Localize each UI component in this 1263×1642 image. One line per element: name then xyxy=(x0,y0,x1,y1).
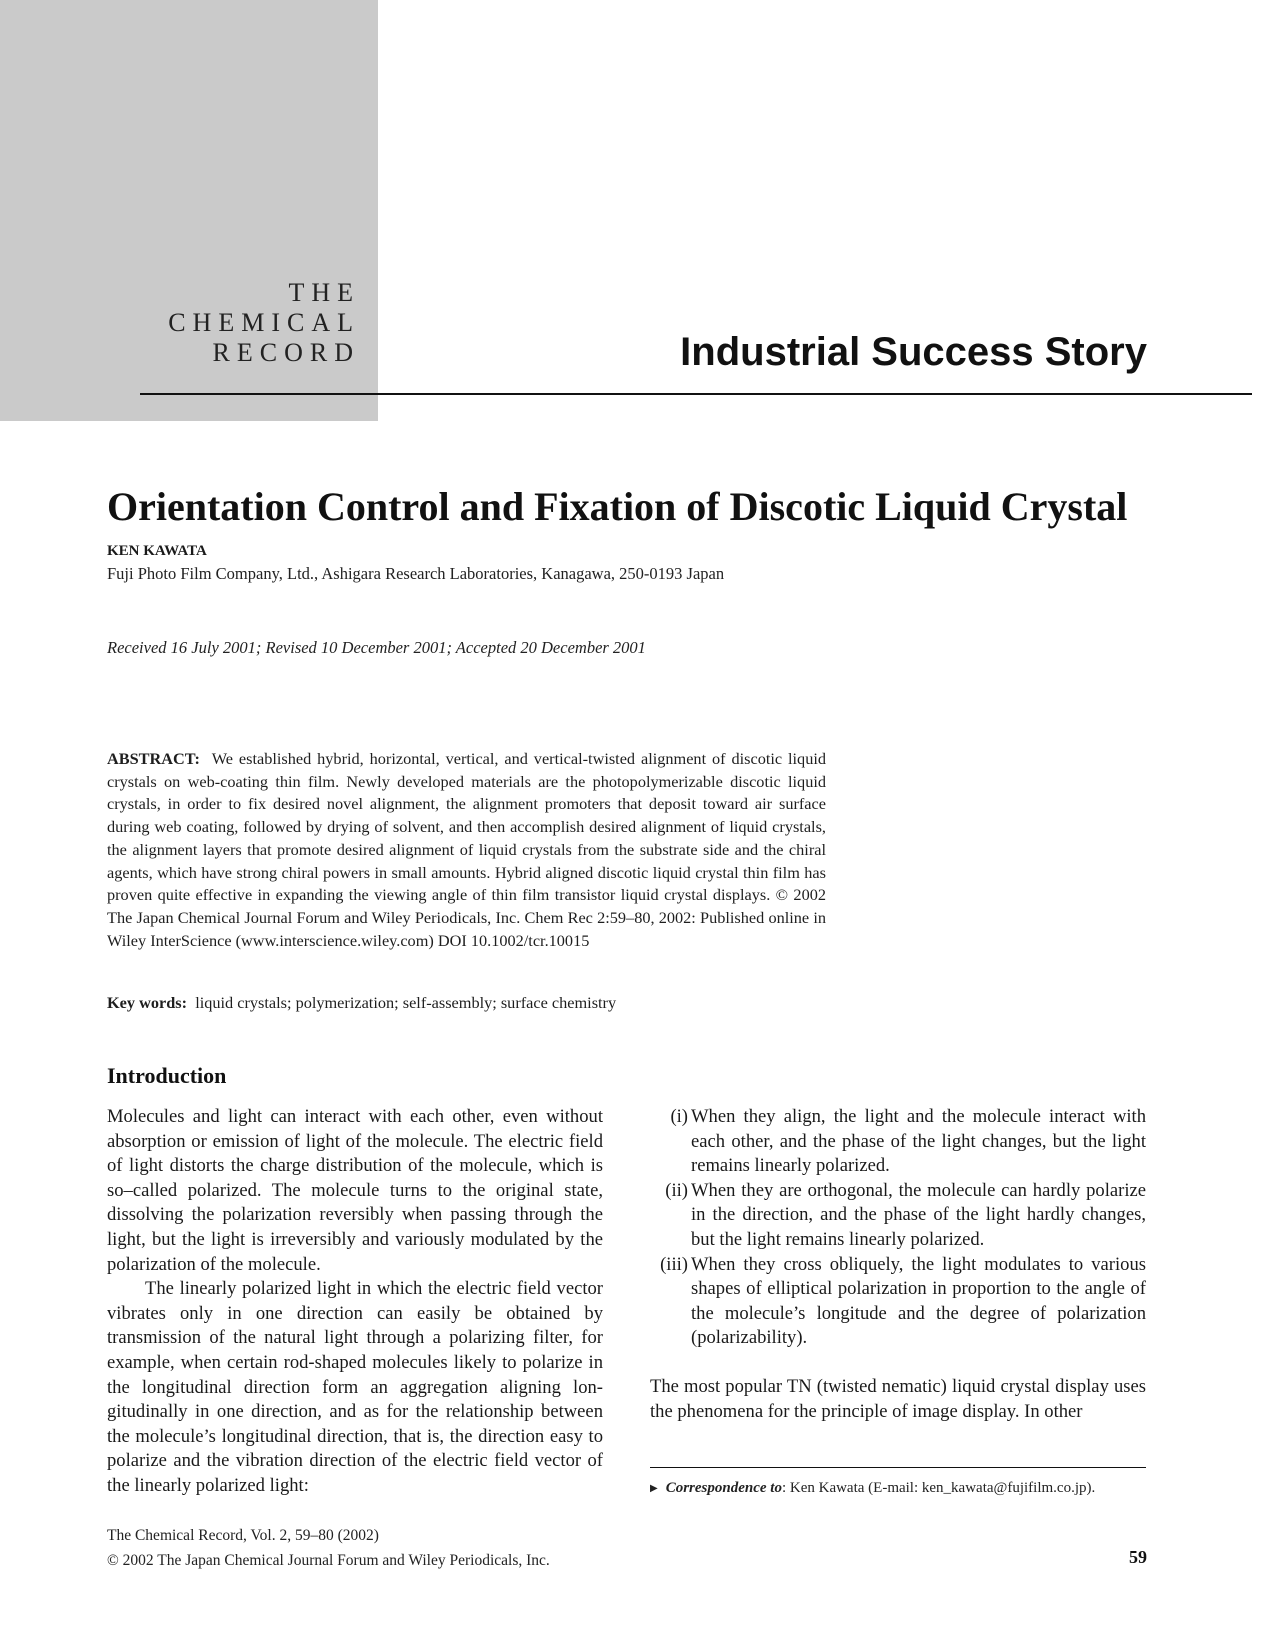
journal-name-line: CHEMICAL xyxy=(168,308,360,337)
keywords xyxy=(107,993,616,1013)
list-item-number: (i) xyxy=(670,1106,688,1127)
keywords-label: Key words: xyxy=(107,993,188,1012)
list-item xyxy=(650,1253,1146,1351)
footer-citation: The Chemical Record, Vol. 2, 59–80 (2002) xyxy=(107,1527,379,1544)
list-item-text: When they cross obliquely, the light modulates to various shapes of elliptical polarization in proportion to the angle of the molecule’s longitude and the degree of polarization (polarizability). xyxy=(691,1253,1146,1349)
list-item-number: (iii) xyxy=(660,1253,688,1275)
list-item-text: When they align, the light and the molecule interact with each other, and the phase of the light changes, but the light remains linearly polarized. xyxy=(691,1106,1146,1177)
header-divider xyxy=(140,393,1252,395)
correspondence-label: Correspondence to xyxy=(665,1480,782,1496)
journal-name-line: THE xyxy=(288,278,360,307)
section-label: Industrial Success Story xyxy=(680,330,1147,374)
left-column xyxy=(107,1105,603,1499)
abstract-text: We established hybrid, horizontal, vertical, and vertical-twisted alignment of discotic liquid crystals on web-coating thin film. Newly developed materials are the photopolymerizable discotic liquid crystals, in order to fix desired novel alignment, the alignment promoters that deposit toward air surface during web coating, followed by drying of solvent, and then accomplish desired alignment of liquid crystals, the alignment layers that promote desired alignment of liquid crystals from the substrate side and the chiral agents, which have strong chiral powers in small amounts. Hybrid aligned discotic liquid crystal thin film has proven quite effective in expanding the viewing angle of thin film transistor liquid crystal displays. © 2002 The Japan Chemical Journal Forum and Wiley Periodicals, Inc. Chem Rec 2:59–80, 2002: Published online in Wiley InterScience (www.interscience.wiley.com) DOI 10.1002/tcr.10015 xyxy=(107,749,826,950)
author-affiliation: Fuji Photo Film Company, Ltd., Ashigara Research Laboratories, Kanagawa, 250-0193 Japan xyxy=(107,564,725,583)
triangle-bullet-icon: ▶ xyxy=(650,1483,658,1494)
body-paragraph: The most popular TN (twisted nematic) liquid crystal display uses the phenomena for the principle of image display. In other xyxy=(650,1375,1146,1422)
keywords-text: liquid crystals; polymerization; self-assembly; surface chemistry xyxy=(195,993,617,1012)
page-number: 59 xyxy=(1129,1547,1147,1567)
correspondence-note xyxy=(650,1480,1095,1497)
abstract-label: ABSTRACT: xyxy=(107,749,200,768)
list-item xyxy=(650,1179,1146,1253)
correspondence-text: : Ken Kawata (E-mail: ken_kawata@fujifilm.co.jp). xyxy=(781,1480,1096,1496)
body-paragraph: The linearly polarized light in which the electric field vector vibrates only in one direction can easily be obtained by transmission of the natural light through a polarizing filter, for example, when certain rod-shaped molecules likely to polarize in the longitudinal direction form an aggregation aligning longitudinally in one direction, and as for the relationship between the molecule’s longitudinal direction, that is, the direction easy to polarize and the vibration direction of the electric field vector of the linearly polarized light: xyxy=(107,1278,603,1496)
author-name: KEN KAWATA xyxy=(107,543,207,559)
list-item-number: (ii) xyxy=(665,1179,688,1201)
list-item xyxy=(650,1105,1146,1179)
page-footer xyxy=(107,1524,550,1573)
abstract xyxy=(107,748,826,952)
right-column xyxy=(650,1105,1146,1424)
list-item-text: When they are orthogonal, the molecule can hardly polarize in the direction, and the phase of the light hardly changes, but the light remains linearly polarized. xyxy=(691,1179,1146,1250)
footer-copyright: © 2002 The Japan Chemical Journal Forum and Wiley Periodicals, Inc. xyxy=(107,1551,550,1569)
article-title: Orientation Control and Fixation of Discotic Liquid Crystal xyxy=(107,484,1128,529)
section-heading-introduction: Introduction xyxy=(107,1063,227,1088)
numbered-list xyxy=(650,1105,1146,1351)
article-dates: Received 16 July 2001; Revised 10 December 2001; Accepted 20 December 2001 xyxy=(107,638,646,657)
journal-name xyxy=(168,278,360,368)
journal-name-line: RECORD xyxy=(212,338,360,367)
body-paragraph: Molecules and light can interact with each other, even without absorption or emission of light of the molecule. The electric field of light distorts the charge distribution of the molecule, which is so–called polarized. The molecule turns to the original state, dissolving the polarization reversibly when passing through the light, but the light is irreversibly and variously modulated by the polarization of the molecule. xyxy=(107,1106,603,1275)
footnote-divider xyxy=(650,1467,1146,1468)
